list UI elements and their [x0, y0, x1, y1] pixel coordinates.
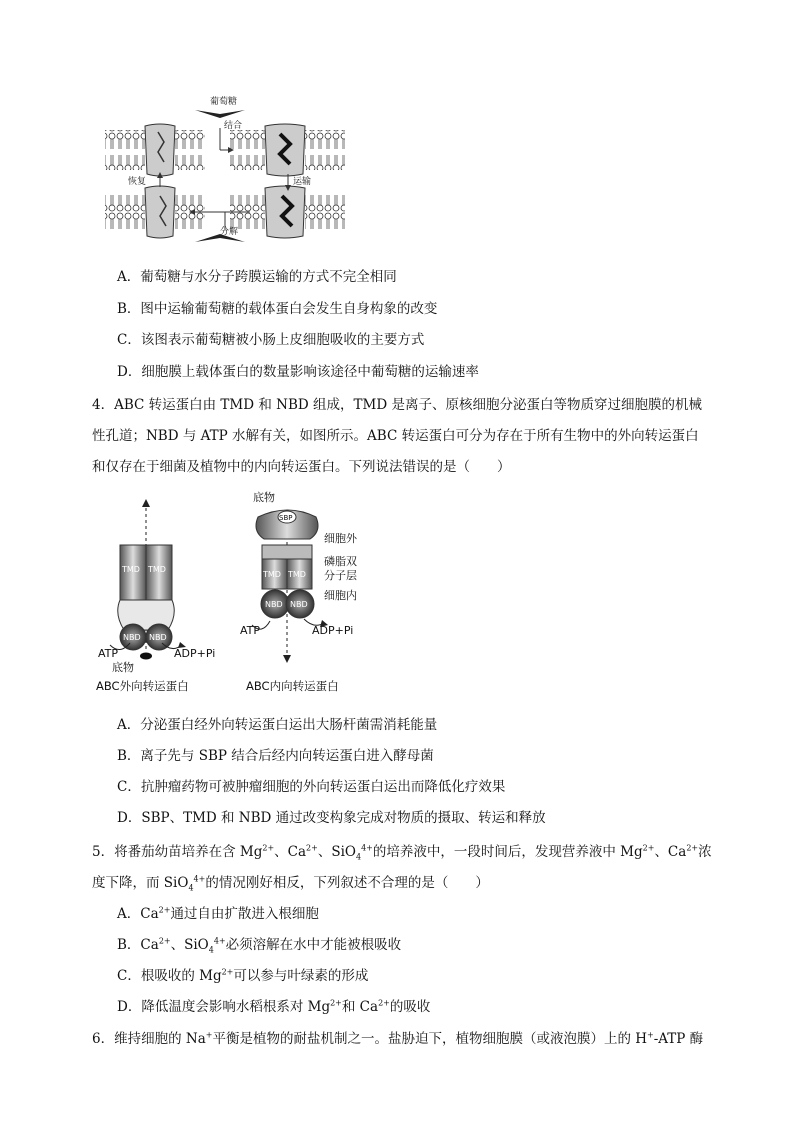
svg-text:TMD: TMD	[263, 570, 281, 579]
caption-outward: ABC外向转运蛋白	[96, 679, 189, 693]
q3-option-a: A．葡萄糖与水分子跨膜运输的方式不完全相同	[117, 269, 397, 285]
substrate-label: 底物	[112, 661, 134, 674]
q4-stem-line3: 和仅存在于细菌及植物中的内向转运蛋白。下列说法错误的是（ ）	[92, 459, 511, 475]
carrier-protein	[145, 186, 175, 238]
q3-option-c: C．该图表示葡萄糖被小肠上皮细胞吸收的主要方式	[117, 332, 425, 348]
atp-label: ATP	[98, 647, 119, 660]
svg-text:TMD: TMD	[288, 570, 306, 579]
q5-stem-line2: 度下降，而 SiO$_4^{4+}$的情况刚好相反，下列叙述不合理的是（ ）	[92, 874, 489, 893]
q4-stem-line1: 4．ABC 转运蛋白由 TMD 和 NBD 组成，TMD 是离子、原核细胞分泌蛋白等物质穿过细胞膜的机械	[92, 397, 702, 413]
caption-inward: ABC内向转运蛋白	[246, 679, 339, 693]
q5-option-a: A．$Ca^{2+}$通过自由扩散进入根细胞	[117, 905, 319, 922]
svg-text:NBD: NBD	[265, 600, 283, 609]
adp-label: ADP+Pi	[174, 647, 216, 660]
bind-label: 结合	[224, 121, 243, 131]
inside-label: 细胞内	[324, 589, 357, 602]
transport-label: 运输	[293, 177, 312, 187]
q4-stem-line2: 性孔道；NBD 与 ATP 水解有关，如图所示。ABC 转运蛋白可分为存在于所有生物中的外向转运蛋白	[92, 428, 699, 444]
svg-text:TMD: TMD	[148, 565, 166, 574]
outside-label: 细胞外	[324, 532, 357, 545]
restore-label: 恢复	[128, 177, 147, 187]
glucose-label: 葡萄糖	[210, 97, 238, 107]
q4-option-d: D．SBP、TMD 和 NBD 通过改变构象完成对物质的摄取、转运和释放	[117, 810, 546, 826]
glucose-transport-figure	[100, 92, 365, 252]
q4-option-b: B．离子先与 SBP 结合后经内向转运蛋白进入酵母菌	[117, 748, 434, 764]
q3-option-d: D．细胞膜上载体蛋白的数量影响该途径中葡萄糖的运输速率	[117, 364, 479, 380]
atp-label-in: ATP	[240, 624, 261, 637]
q6-stem-line1: 6．维持细胞的 Na+平衡是植物的耐盐机制之一。盐胁迫下，植物细胞膜（或液泡膜）上的 H+-ATP 酶	[92, 1030, 704, 1047]
svg-text:NBD: NBD	[123, 633, 141, 642]
q5-option-c: C．根吸收的 $Mg^{2+}$可以参与叶绿素的形成	[117, 967, 369, 984]
svg-text:NBD: NBD	[149, 633, 167, 642]
substrate-label-top: 底物	[253, 491, 275, 504]
adp-label-in: ADP+Pi	[312, 624, 354, 637]
svg-text:SBP: SBP	[279, 514, 293, 522]
abc-transporter-figure	[90, 487, 390, 702]
glucose-molecule	[195, 110, 245, 118]
svg-text:TMD: TMD	[122, 565, 140, 574]
svg-text:NBD: NBD	[290, 600, 308, 609]
q5-option-d: D．降低温度会影响水稻根系对 $Mg^{2+}$和 $Ca^{2+}$的吸收	[117, 998, 431, 1015]
q5-option-b: B．$Ca^{2+}$、SiO$_4^{4+}$必须溶解在水中才能被根吸收	[117, 936, 402, 955]
q4-option-c: C．抗肿瘤药物可被肿瘤细胞的外向转运蛋白运出而降低化疗效果	[117, 779, 506, 795]
q3-option-b: B．图中运输葡萄糖的载体蛋白会发生自身构象的改变	[117, 301, 438, 317]
bilayer-label-1: 磷脂双	[324, 555, 357, 568]
bilayer-label-2: 分子层	[324, 569, 357, 582]
q5-stem-line1: 5．将番茄幼苗培养在含 $Mg^{2+}$、$Ca^{2+}$、SiO$_4^{4+}$的培养液中，一段时间后，发现营养液中 $Mg^{2+}$、$Ca^{2+}$浓	[92, 843, 712, 862]
q4-option-a: A．分泌蛋白经外向转运蛋白运出大肠杆菌需消耗能量	[117, 717, 438, 733]
decompose-label: 分解	[220, 227, 239, 237]
